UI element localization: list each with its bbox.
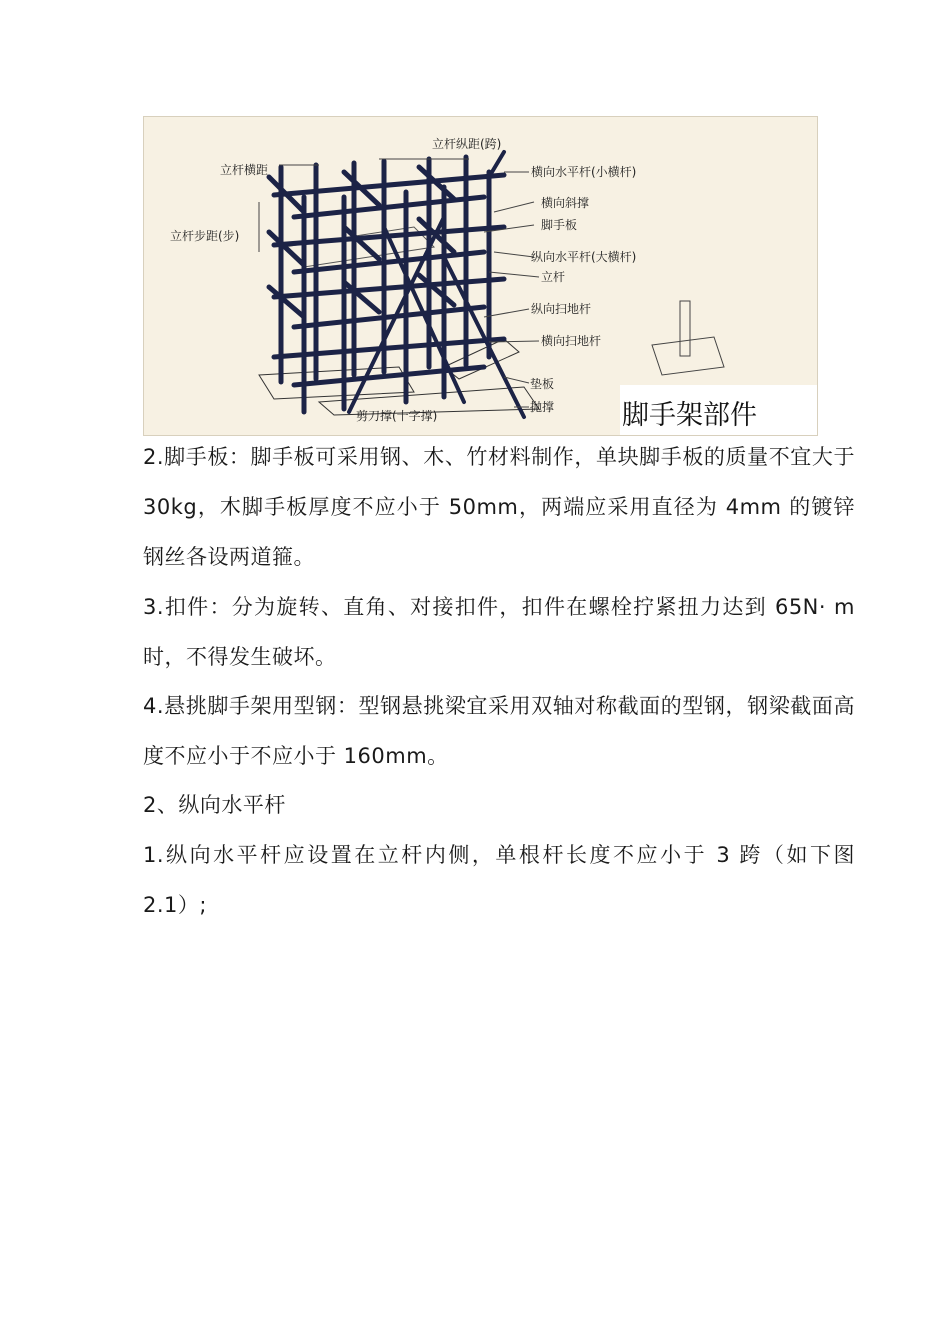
label-small-crossbar: 横向水平杆(小横杆) bbox=[531, 165, 637, 179]
scaffold-parts-figure bbox=[143, 116, 818, 436]
leader-lines bbox=[259, 159, 539, 407]
paragraph-steel bbox=[143, 681, 855, 781]
section-heading bbox=[143, 780, 855, 830]
label-long-sweep: 纵向扫地杆 bbox=[531, 302, 592, 316]
pole-detail bbox=[680, 301, 690, 356]
label-scissor-brace: 剪刀撑(十字撑) bbox=[356, 409, 438, 423]
paragraph-text: 4.悬挑脚手架用型钢：型钢悬挑梁宜采用双轴对称截面的型钢，钢梁截面高度不应小于不应小于 160mm。 bbox=[143, 694, 855, 768]
paragraph-text: 3.扣件：分为旋转、直角、对接扣件，扣件在螺栓拧紧扭力达到 65N· m 时，不得发生破坏。 bbox=[143, 595, 855, 669]
label-board: 脚手板 bbox=[541, 218, 578, 232]
paragraph-text: 2.脚手板：脚手板可采用钢、木、竹材料制作，单块脚手板的质量不宜大于 30kg，木脚手板厚度不应小于 50mm，两端应采用直径为 4mm 的镀锌钢丝各设两道箍。 bbox=[143, 445, 855, 569]
paragraph-board bbox=[143, 432, 855, 582]
paragraph-longitudinal-bar bbox=[143, 830, 855, 930]
paragraph-fastener bbox=[143, 582, 855, 682]
label-diagonal-brace: 横向斜撑 bbox=[541, 196, 590, 210]
label-longitudinal-spacing: 立杆纵距(跨) bbox=[432, 137, 502, 151]
label-step: 立杆步距(步) bbox=[170, 229, 240, 243]
label-lateral-spacing: 立杆横距 bbox=[220, 163, 269, 177]
label-pad: 垫板 bbox=[530, 377, 555, 391]
paragraph-text: 1.纵向水平杆应设置在立杆内侧，单根杆长度不应小于 3 跨（如下图 2.1）; bbox=[143, 843, 855, 917]
figure-caption: 脚手架部件 bbox=[622, 400, 757, 431]
label-lat-sweep: 横向扫地杆 bbox=[541, 334, 602, 348]
label-big-crossbar: 纵向水平杆(大横杆) bbox=[531, 250, 637, 264]
label-throw-brace: 抛撑 bbox=[530, 400, 555, 414]
heading-text: 2、纵向水平杆 bbox=[143, 793, 286, 817]
label-pole: 立杆 bbox=[541, 270, 566, 284]
